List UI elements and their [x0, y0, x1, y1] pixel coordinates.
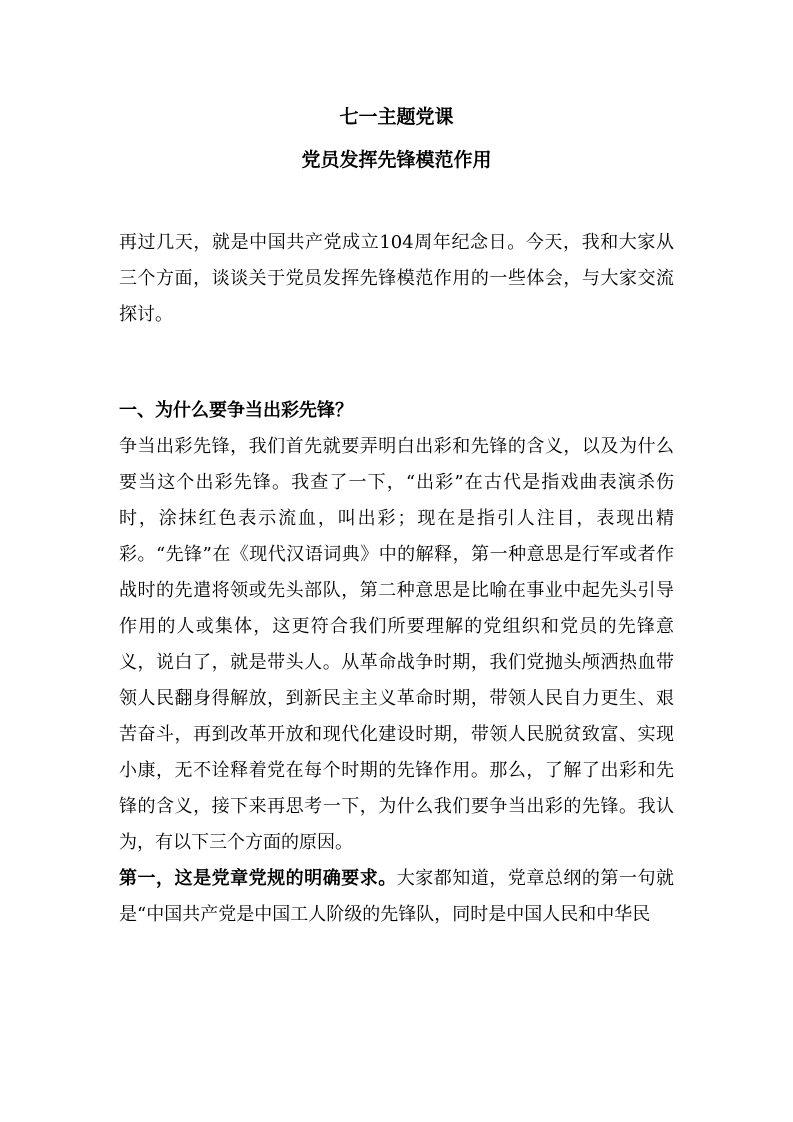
document-title: 七一主题党课 [339, 106, 454, 128]
section-1-heading: 一、为什么要争当出彩先锋？ [119, 400, 353, 421]
intro-paragraph: 再过几天，就是中国共产党成立104周年纪念日。今天，我和大家从三个方面，谈谈关于党员发挥先锋模范作用的一些体会，与大家交流探讨。 [119, 232, 674, 325]
document-subtitle: 党员发挥先锋模范作用 [301, 149, 492, 171]
intro-block [119, 225, 674, 333]
point-1-lead: 第一，这是党章党规的明确要求。 [119, 868, 397, 889]
section-1 [119, 393, 674, 933]
point-1-text: 大家都知道，党章总纲的第一句就是“中国共产党是中国工人阶级的先锋队，同时是中国人民和中华民 [119, 868, 675, 925]
section-1-point-1 [119, 861, 674, 933]
section-1-paragraph-1: 争当出彩先锋，我们首先就要弄明白出彩和先锋的含义，以及为什么要当这个出彩先锋。我查了一下，“出彩”在古代是指戏曲表演杀伤时，涂抹红色表示流血，叫出彩；现在是指引人注目，表现出精彩。“先锋”在《现代汉语词典》中的解释，第一种意思是行军或者作战时的先遣将领或先头部队，第二种意思是比喻在事业中起先头引导作用的人或集体，这更符合我们所要理解的党组织和党员的先锋意义，说白了，就是带头人。从革命战争时期，我们党抛头颅洒热血带领人民翻身得解放，到新民主主义革命时期，带领人民自力更生、艰苦奋斗，再到改革开放和现代化建设时期，带领人民脱贫致富、实现小康，无不诠释着党在每个时期的先锋作用。那么，了解了出彩和先锋的含义，接下来再思考一下，为什么我们要争当出彩的先锋。我认为，有以下三个方面的原因。 [119, 436, 674, 853]
